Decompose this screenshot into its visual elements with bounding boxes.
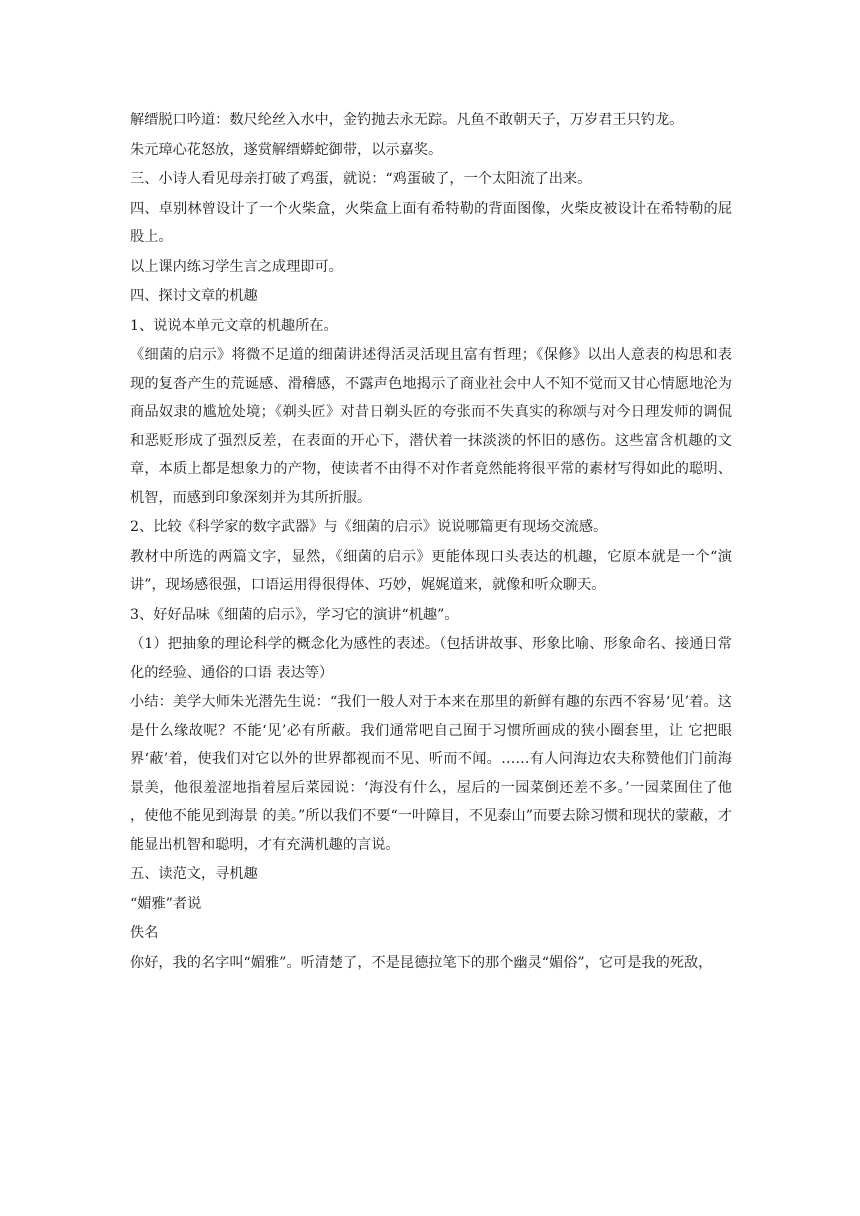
essay-first-paragraph: 你好，我的名字叫“媚雅”。听清楚了，不是昆德拉笔下的那个幽灵“媚俗”，它可是我的死敌， — [130, 954, 713, 971]
paragraph-note: 以上课内练习学生言之成理即可。 — [130, 258, 343, 275]
summary-paragraph: 小结：美学大师朱光潜先生说：“我们一般人对于本来在那里的新鲜有趣的东西不容易‘见’着。这是什么缘故呢？不能‘见’必有所蔽。我们通常吧自己囿于习惯所画成的狭小圈套里，让 它把眼界‘蔽’着，使我们对它以外的世界都视而不见、听而不闻。……有人问海边农夫称赞他们门前海景美，他很羞涩地指着屋后菜园说：‘海没有什么，屋后的一园菜倒还差不多。’一园菜囿住了他 ，使他不能见到海景 的美。”所以我们不要“一叶障目，不见泰山”而要去除习惯和现状的蒙蔽，才能显出机智和聪明，才有充满机趣的言说。 — [130, 694, 732, 853]
paragraph-chaplin: 四、卓别林曾设计了一个火柴盒，火柴盒上面有希特勒的背面图像，火柴皮被设计在希特勒的屁股上。 — [130, 200, 732, 245]
answer-2: 教材中所选的两篇文字，显然，《细菌的启示》更能体现口头表达的机趣，它原本就是一个“演讲”，现场感很强，口语运用得很得体、巧妙，娓娓道来，就像和听众聊天。 — [130, 548, 732, 593]
section-heading-4: 四、探讨文章的机趣 — [130, 288, 258, 304]
paragraph-poem: 解缙脱口吟道：数尺纶丝入水中，金钓抛去永无踪。凡鱼不敢朝天子，万岁君王只钓龙。 — [130, 112, 684, 128]
essay-author: 佚名 — [130, 925, 159, 941]
question-2: 2、比较《科学家的数字武器》与《细菌的启示》说说哪篇更有现场交流感。 — [130, 519, 608, 535]
answer-1: 《细菌的启示》将微不足道的细菌讲述得活灵活现且富有哲理；《保修》以出人意表的构思和表现的复沓产生的荒诞感、滑稽感，不露声色地揭示了商业社会中人不知不觉而又甘心情愿地沦为商品奴隶的尴尬处境；《剃头匠》对昔日剃头匠的夸张而不失真实的称颂与对今日理发师的调侃和恶贬形成了强烈反差，在表面的开心下，潜伏着一抹淡淡的怀旧的感伤。这些富含机趣的文章，本质上都是想象力的产物，使读者不由得不对作者竟然能将很平常的素材写得如此的聪明、机智，而感到印象深刻并为其所折服。 — [130, 347, 732, 506]
paragraph-reward: 朱元璋心花怒放，遂赏解缙蟒蛇御带，以示嘉奖。 — [130, 141, 443, 158]
point-1: （1）把抽象的理论科学的概念化为感性的表述。（包括讲故事、形象比喻、形象命名、接通日常化的经验、通俗的口语 表达等） — [130, 636, 732, 681]
paragraph-egg: 三、小诗人看见母亲打破了鸡蛋，就说：“鸡蛋破了，一个太阳流了出来。 — [130, 171, 592, 187]
document-body — [130, 106, 732, 977]
question-3: 3、好好品味《细菌的启示》，学习它的演讲“机趣”。 — [130, 606, 459, 623]
question-1: 1、说说本单元文章的机趣所在。 — [130, 317, 338, 334]
essay-title: “媚雅”者说 — [130, 895, 202, 912]
section-heading-5: 五、读范文，寻机趣 — [130, 866, 258, 882]
